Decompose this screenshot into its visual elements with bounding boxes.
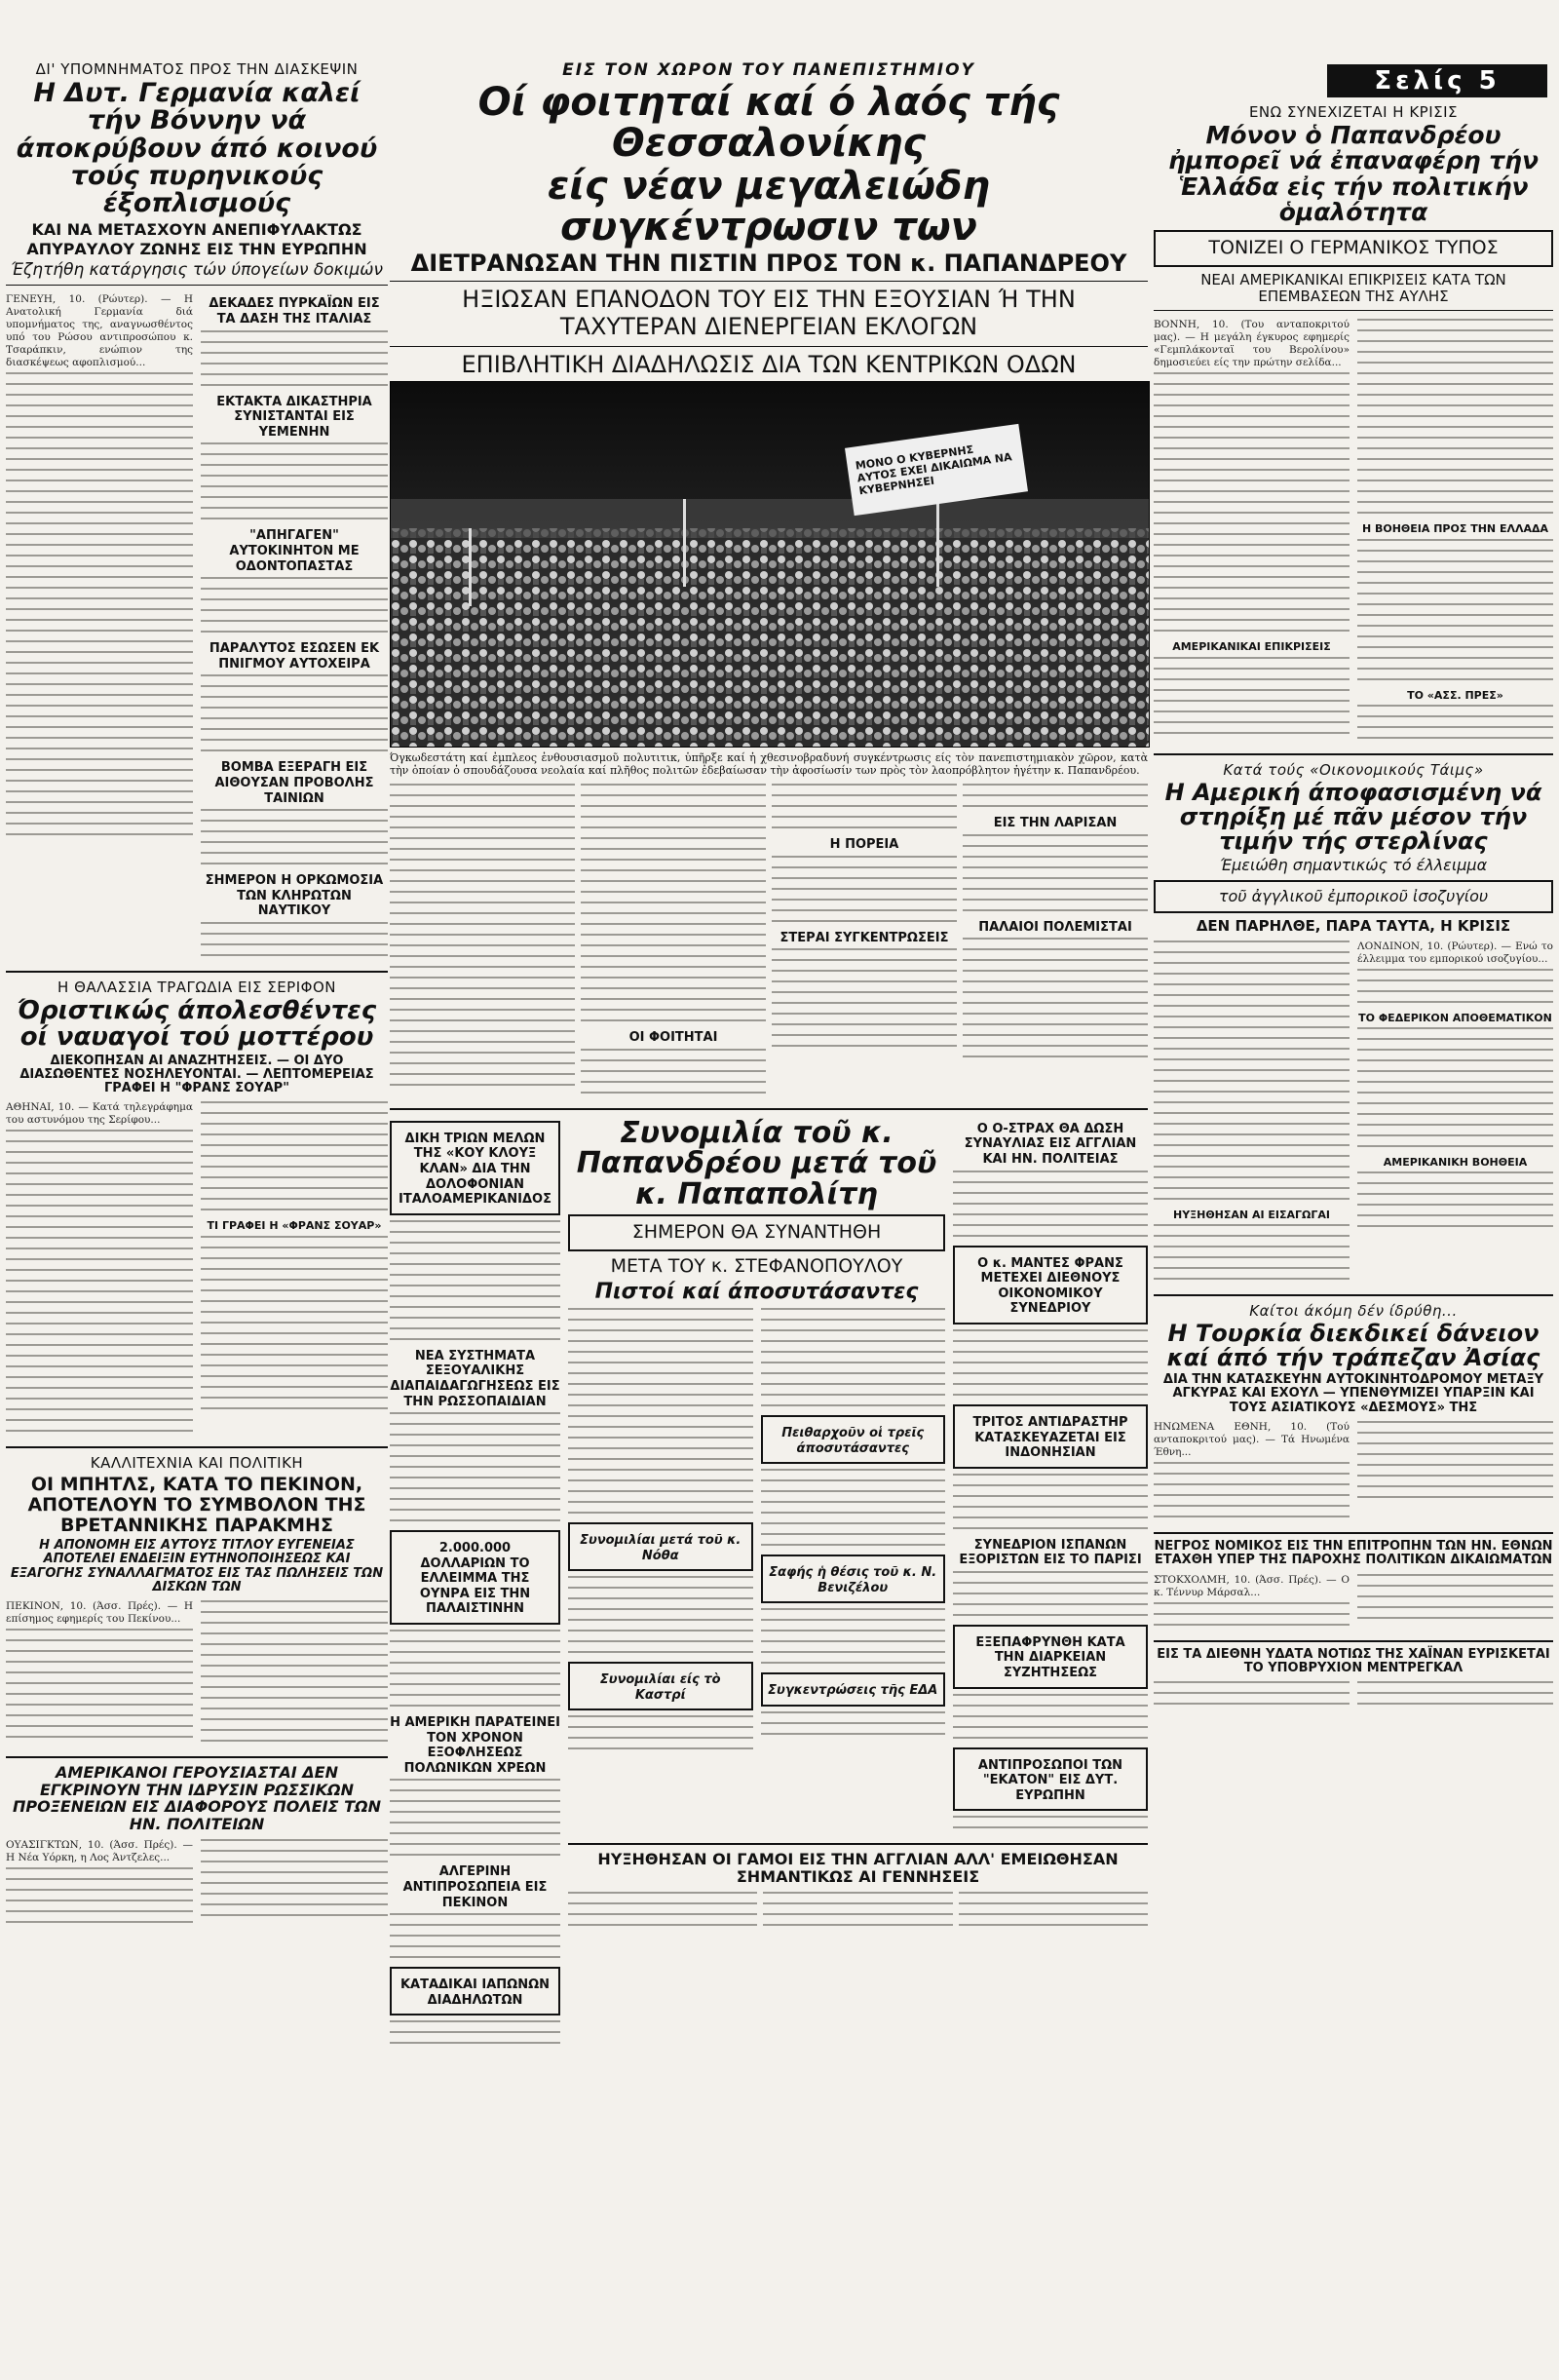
meet-box1: Πειθαρχοῦν οἱ τρεῖς άποσυτάσαντες — [781, 1426, 925, 1456]
meet-sub1: ΣΗΜΕΡΟΝ ΘΑ ΣΥΝΑΝΤΗΘΗ — [631, 1221, 882, 1244]
mid-title-4: ΠΑΛΑΙΟΙ ΠΟΛΕΜΙΣΤΑΙ — [978, 919, 1132, 935]
turk-lead: ΗΝΩΜΕΝΑ ΕΘΝΗ, 10. (Τού ανταποκριτού μας). — Τά Ηνωμένα Έθνη... — [1154, 1421, 1350, 1459]
right-inline1: Η ΒΟΗΘΕΙΑ ΠΡΟΣ ΤΗΝ ΕΛΛΑΔΑ — [1361, 522, 1549, 536]
brief5-title: ΒΟΜΒΑ ΕΞΕΡΑΓΗ ΕΙΣ ΑΙΘΟΥΣΑΝ ΠΡΟΒΟΛΗΣ ΤΑΙΝΙΩΝ — [214, 760, 374, 806]
arts-sub: Η ΑΠΟΝΟΜΗ ΕΙΣ ΑΥΤΟΥΣ ΤΙΤΛΟΥ ΕΥΓΕΝΕΙΑΣ ΑΠΟΤΕΛΕΙ ΕΝΔΕΙΞΙΝ ΕΥΤΗΝΟΠΟΙΗΣΕΩΣ ΚΑΙ ΕΞΑΓΟΓΗΣ ΣΥΝΑΛΛΑΓΜΑΤΟΣ ΕΙΣ ΤΑΣ ΠΩΛΗΣΕΙΣ ΤΩΝ ΔΙΣΚΩΝ ΤΩΝ — [10, 1538, 384, 1594]
mid-title-2: ΣΤΕΡΑΙ ΣΥΓΚΕΝΤΡΩΣΕΙΣ — [780, 930, 949, 945]
brief3-title: "ΑΠΗΓΑΓΕΝ" ΑΥΤΟΚΙΝΗΤΟΝ ΜΕ ΟΔΟΝΤΟΠΑΣΤΑΣ — [229, 528, 360, 574]
sea-sub: ΔΙΕΚΟΠΗΣΑΝ ΑΙ ΑΝΑΖΗΤΗΣΕΙΣ. — ΟΙ ΔΥΟ ΔΙΑΣΩΘΕΝΤΕΣ ΝΟΣΗΛΕΥΟΝΤΑΙ. — ΛΕΠΤΟΜΕΡΕΙΑΣ ΓΡΑΦΕΙ Η "ΦΡΑΝΣ ΣΟΥΑΡ" — [19, 1053, 374, 1096]
center-body — [390, 781, 1148, 1102]
brief6-title: ΣΗΜΕΡΟΝ Η ΟΡΚΩΜΟΣΙΑ ΤΩΝ ΚΛΗΡΩΤΩΝ ΝΑΥΤΙΚΟΥ — [205, 873, 384, 919]
right-inline2: ΑΜΕΡΙΚΑΝΙΚΑΙ ΕΠΙΚΡΙΣΕΙΣ — [1172, 640, 1331, 654]
page-number-badge: Σελίς 5 — [1327, 64, 1547, 97]
econ-kicker: Κατά τούς «Οικονομικούς Τάιμς» — [1223, 760, 1484, 779]
sea-headline: Όριστικώς άπολεσθέντες οί ναυαγοί τού μοττέρου — [17, 995, 377, 1053]
left-sub3: Έζητήθη κατάργησις τών ύπογείων δοκιμών — [11, 259, 383, 280]
r5-title: ΕΞΕΠΑΦΡΥΝΘΗ ΚΑΤΑ ΤΗΝ ΔΙΑΡΚΕΙΑΝ ΣΥΖΗΤΗΣΕΩΣ — [975, 1634, 1125, 1681]
meet-sub3: Πιστοί καί άποσυτάσαντες — [594, 1279, 919, 1304]
arts-kicker: ΚΑΛΛΙΤΕΧΝΙΑ ΚΑΙ ΠΟΛΙΤΙΚΗ — [90, 1454, 304, 1473]
amer-lead: ΟΥΑΣΙΓΚΤΩΝ, 10. (Άσσ. Πρές). — Η Νέα Υόρκη, η Λος Άντζελες... — [6, 1838, 193, 1863]
arts-lead: ΠΕΚΙΝΟΝ, 10. (Άσσ. Πρές). — Η επίσημος εφημερίς του Πεκίνου... — [6, 1600, 193, 1626]
econ-sub3: ΔΕΝ ΠΑΡΗΛΘΕ, ΠΑΡΑ ΤΑΥΤΑ, Η ΚΡΙΣΙΣ — [1196, 917, 1511, 936]
right-lead: ΒΟΝΝΗ, 10. (Του ανταποκριτού μας). — Η μεγάλη έγκυρος εφημερίς «Γεμπλάκονταϊ του Βερολίνου» δημοσιεύει είς την πρώτην σελίδα... — [1154, 319, 1350, 369]
left-lead: ΓΕΝΕΥΗ, 10. (Ρώυτερ). — Η Ανατολική Γερμανία διά υπομνήματος της, αναγνωσθέντος υπό του Ρώσου αντιπροσώπου κ. Τσαράπκιν, ενώπιον της διασκέψεως αφοπλισμού... — [6, 293, 193, 369]
meet-headline: Συνομιλία τοῦ κ. Παπανδρέου μετά τοῦ κ. Παπαπολίτη — [576, 1115, 937, 1211]
econ-sub2: τοῦ ἀγγλικοῦ ἐμπορικοῦ ἰσοζυγίου — [1218, 886, 1489, 905]
right-inline6: ΗΥΞΗΘΗΣΑΝ ΑΙ ΕΙΣΑΓΩΓΑΙ — [1173, 1208, 1330, 1221]
sea-inline: ΤΙ ΓΡΑΦΕΙ Η «ΦΡΑΝΣ ΣΟΥΑΡ» — [207, 1219, 382, 1233]
amer-headline: ΑΜΕΡΙΚΑΝΟΙ ΓΕΡΟΥΣΙΑΣΤΑΙ ΔΕΝ ΕΓΚΡΙΝΟΥΝ ΤΗΝ ΙΔΡΥΣΙΝ ΡΩΣΣΙΚΩΝ ΠΡΟΞΕΝΕΙΩΝ ΕΙΣ ΔΙΑΦΟΡΟΥΣ ΠΟΛΕΙΣ ΤΩΝ ΗΝ. ΠΟΛΙΤΕΙΩΝ — [13, 1763, 381, 1834]
mar-headline: ΗΥΞΗΘΗΣΑΝ ΟΙ ΓΑΜΟΙ ΕΙΣ ΤΗΝ ΑΓΓΛΙΑΝ ΑΛΛ' ΕΜΕΙΩΘΗΣΑΝ ΣΗΜΑΝΤΙΚΩΣ ΑΙ ΓΕΝΝΗΣΕΙΣ — [597, 1850, 1119, 1887]
meet-box3: Σαφής ἡ θέσις τοῦ κ. Ν. Βενιζέλου — [769, 1565, 937, 1595]
meet-sub2: ΜΕΤΑ ΤΟΥ κ. ΣΤΕΦΑΝΟΠΟΥΛΟΥ — [610, 1255, 903, 1278]
right-inline5: ΑΜΕΡΙΚΑΝΙΚΗ ΒΟΗΘΕΙΑ — [1383, 1155, 1528, 1169]
trial-title: ΔΙΚΗ ΤΡΙΩΝ ΜΕΛΩΝ ΤΗΣ «ΚΟΥ ΚΛΟΥΞ ΚΛΑΝ» ΔΙΑ ΤΗΝ ΔΟΛΟΦΟΝΙΑΝ ΙΤΑΛΟΑΜΕΡΙΚΑΝΙΔΟΣ — [399, 1131, 551, 1208]
dollar-title: 2.000.000 ΔΟΛΛΑΡΙΩΝ ΤΟ ΕΛΛΕΙΜΜΑ ΤΗΣ ΟΥΝΡΑ ΕΙΣ ΤΗΝ ΠΑΛΑΙΣΤΙΝΗΝ — [419, 1541, 531, 1617]
center-column — [390, 58, 1148, 2053]
mid-title-1: Η ΠΟΡΕΙΑ — [829, 837, 899, 853]
left-kicker: ΔΙ' ΥΠΟΜΝΗΜΑΤΟΣ ΠΡΟΣ ΤΗΝ ΔΙΑΣΚΕΨΙΝ — [35, 60, 359, 78]
mid-title-5: ΟΙ ΦΟΙΤΗΤΑΙ — [628, 1030, 718, 1046]
center-headline1: Οί φοιτηταί καί ό λαός τής Θεσσαλονίκης — [477, 80, 1060, 166]
left-column — [6, 58, 388, 1932]
negro-headline: ΝΕΓΡΟΣ ΝΟΜΙΚΟΣ ΕΙΣ ΤΗΝ ΕΠΙΤΡΟΠΗΝ ΤΩΝ ΗΝ. ΕΘΝΩΝ ΕΤΑΧΘΗ ΥΠΕΡ ΤΗΣ ΠΑΡΟΧΗΣ ΠΟΛΙΤΙΚΩΝ ΔΙΚΑΙΩΜΑΤΩΝ — [1154, 1539, 1553, 1568]
left-sub2: ΑΠΥΡΑΥΛΟΥ ΖΩΝΗΣ ΕΙΣ ΤΗΝ ΕΥΡΩΠΗΝ — [26, 240, 367, 259]
turk-kicker: Καίτοι άκόμη δέν ίδρύθη... — [1249, 1301, 1458, 1320]
crowd-illustration — [391, 382, 1149, 747]
text-lines — [6, 372, 193, 835]
center-kicker: ΕΙΣ ΤΟΝ ΧΩΡΟΝ ΤΟΥ ΠΑΝΕΠΙΣΤΗΜΙΟΥ — [562, 60, 975, 80]
center-sub3: ΕΠΙΒΛΗΤΙΚΗ ΔΙΑΔΗΛΩΣΙΣ ΔΙΑ ΤΩΝ ΚΕΝΤΡΙΚΩΝ ΟΔΩΝ — [461, 350, 1077, 378]
brief2-title: ΕΚΤΑΚΤΑ ΔΙΚΑΣΤΗΡΙΑ ΣΥΝΙΣΤΑΝΤΑΙ ΕΙΣ ΥΕΜΕΝΗΝ — [216, 394, 372, 440]
r1-title: Ο Ο-ΣΤΡΑΧ ΘΑ ΔΩΣΗ ΣΥΝΑΥΛΙΑΣ ΕΙΣ ΑΓΓΛΙΑΝ ΚΑΙ ΗΝ. ΠΟΛΙΤΕΙΑΣ — [964, 1121, 1137, 1167]
brief1-title: ΔΕΚΑΔΕΣ ΠΥΡΚΑΪΩΝ ΕΙΣ ΤΑ ΔΑΣΗ ΤΗΣ ΙΤΑΛΙΑΣ — [209, 296, 380, 327]
meet-box5: Συγκεντρώσεις τῆς ΕΔΑ — [768, 1683, 938, 1699]
meet-box4: Συνομιλίαι είς τὸ Καστρί — [599, 1672, 721, 1703]
left-headline: Η Δυτ. Γερμανία καλεί τήν Βόννην νά άποκρύβουν άπό κοινού τούς πυρηνικούς έξοπλισμούς — [16, 78, 378, 219]
right-column — [1154, 101, 1553, 1713]
poland-title: Η ΑΜΕΡΙΚΗ ΠΑΡΑΤΕΙΝΕΙ ΤΟΝ ΧΡΟΝΟΝ ΕΞΟΦΛΗΣΕΩΣ ΠΟΛΩΝΙΚΩΝ ΧΡΕΩΝ — [390, 1715, 560, 1776]
jap-title: ΚΑΤΑΔΙΚΑΙ ΙΑΠΩΝΩΝ ΔΙΑΔΗΛΩΤΩΝ — [399, 1977, 551, 2008]
right-kicker: ΕΝΩ ΣΥΝΕΧΙΖΕΤΑΙ Η ΚΡΙΣΙΣ — [1248, 103, 1459, 121]
sea-lead: ΑΘΗΝΑΙ, 10. — Κατά τηλεγράφημα του αστυνόμου της Σερίφου... — [6, 1101, 193, 1127]
sub-headline: ΕΙΣ ΤΑ ΔΙΕΘΝΗ ΥΔΑΤΑ ΝΟΤΙΩΣ ΤΗΣ ΧΑΪΝΑΝ ΕΥΡΙΣΚΕΤΑΙ ΤΟ ΥΠΟΒΡΥΧΙΟΝ ΜΕΝΤΡΕΓΚΑΛ — [1157, 1646, 1550, 1675]
econ-headline: Η Αμερική άποφασισμένη νά στηρίξη μέ πᾶν μέσον τήν τιμήν τής στερλίνας — [1164, 778, 1542, 856]
turk-headline: Η Τουρκία διεκδικεί δάνειον καί άπό τήν τράπεζαν Ἀσίας — [1166, 1319, 1540, 1371]
negro-lead: ΣΤΟΚΧΟΛΜΗ, 10. (Άσσ. Πρές). — Ο κ. Τέννυρ Μάρσαλ... — [1154, 1573, 1350, 1598]
center-headline2: είς νέαν μεγαλειώδη συγκέντρωσιν των — [548, 164, 990, 250]
alg-title: ΑΛΓΕΡΙΝΗ ΑΝΤΙΠΡΟΣΩΠΕΙΑ ΕΙΣ ΠΕΚΙΝΟΝ — [402, 1864, 548, 1910]
center-sub2: ΗΞΙΩΣΑΝ ΕΠΑΝΟΔΟΝ ΤΟΥ ΕΙΣ ΤΗΝ ΕΞΟΥΣΙΑΝ Ή ΤΗΝ ΤΑΧΥΤΕΡΑΝ ΔΙΕΝΕΡΓΕΙΑΝ ΕΚΛΟΓΩΝ — [462, 286, 1076, 340]
right-inline4: ΤΟ ΦΕΔΕΡΙΚΟΝ ΑΠΟΘΕΜΑΤΙΚΟΝ — [1358, 1011, 1552, 1024]
crowd-photo — [390, 381, 1150, 748]
photo-caption: Όγκωδεστάτη καί ἐμπλεος ἐνθουσιασμοῦ πολυτιτικ, ὑπῆρξε καί ἡ χθεσινοβραδυνή συγκέντρωσις είς τὸν πανεπιστημιακὸν χῶρον, κατὰ τὴν ὁποίαν ὁ σπουδάζουσα νεολαία καί πλῆθος πολιτῶν ἐδεβαίωσαν τὴν ἀφοσίωσίν των πρὸς τὸν λαοπρόβλητον ἡγέτην κ. Παπανδρέου. — [390, 751, 1148, 778]
right-inline3: ΤΟ «ΑΣΣ. ΠΡΕΣ» — [1407, 688, 1503, 702]
r3-title: ΤΡΙΤΟΣ ΑΝΤΙΔΡΑΣΤΗΡ ΚΑΤΑΣΚΕΥΑΖΕΤΑΙ ΕΙΣ ΙΝΔΟΝΗΣΙΑΝ — [972, 1414, 1128, 1461]
right-sub1: ΤΟΝΙΖΕΙ Ο ΓΕΡΜΑΝΙΚΟΣ ΤΥΠΟΣ — [1208, 237, 1499, 258]
meet-box2: Συνομιλίαι μετά τοῦ κ. Νόθα — [580, 1533, 741, 1563]
r2-title: Ο κ. ΜΑΝΤΕΣ ΦΡΑΝΣ ΜΕΤΕΧΕΙ ΔΙΕΘΝΟΥΣ ΟΙΚΟΝΟΜΙΚΟΥ ΣΥΝΕΔΡΙΟΥ — [977, 1255, 1123, 1317]
brief4-title: ΠΑΡΑΛΥΤΟΣ ΕΣΩΣΕΝ ΕΚ ΠΝΙΓΜΟΥ ΑΥΤΟΧΕΙΡΑ — [209, 641, 380, 672]
right-sub2: ΝΕΑΙ ΑΜΕΡΙΚΑΝΙΚΑΙ ΕΠΙΚΡΙΣΕΙΣ ΚΑΤΑ ΤΩΝ ΕΠΕΜΒΑΣΕΩΝ ΤΗΣ ΑΥΛΗΣ — [1200, 270, 1506, 306]
right-headline: Μόνον ὁ Παπανδρέου ἠμπορεῖ νά ἐπαναφέρη τήν Ἑλλάδα εἰς τήν πολιτικήν ὁμαλότητα — [1167, 121, 1540, 226]
banner-sign: ΜΟΝΟ Ο ΚΥΒΕΡΝΗΣ ΑΥΤΟΣ ΕΧΕΙ ΔΙΚΑΙΩΜΑ ΝΑ ΚΥΒΕΡΝΗΣΕΙ — [855, 442, 1013, 498]
econ-sub1: Έμειώθη σημαντικώς τό έλλειμμα — [1219, 856, 1488, 875]
left-grid — [6, 290, 388, 965]
center-lower — [390, 1116, 1148, 2054]
left-sub1: ΚΑΙ ΝΑ ΜΕΤΑΣΧΟΥΝ ΑΝΕΠΙΦΥΛΑΚΤΩΣ — [31, 219, 362, 239]
mid-title-3: ΕΙΣ ΤΗΝ ΛΑΡΙΣΑΝ — [993, 816, 1118, 831]
econ-lead: ΛΟΝΔΙΝΟΝ, 10. (Ρώυτερ). — Ενώ το έλλειμμα του εμπορικού ισοζυγίου... — [1357, 940, 1553, 965]
sys-title: ΝΕΑ ΣΥΣΤΗΜΑΤΑ ΣΕΞΟΥΑΛΙΚΗΣ ΔΙΑΠΑΙΔΑΓΩΓΗΣΕΩΣ ΕΙΣ ΤΗΝ ΡΩΣΣΟΠΑΙΔΙΑΝ — [390, 1348, 560, 1409]
r6-title: ΑΝΤΙΠΡΟΣΩΠΟΙ ΤΩΝ "ΕΚΑΤΟΝ" ΕΙΣ ΔΥΤ. ΕΥΡΩΠΗΝ — [977, 1757, 1123, 1803]
center-sub1: ΔΙΕΤΡΑΝΩΣΑΝ ΤΗΝ ΠΙΣΤΙΝ ΠΡΟΣ ΤΟΝ κ. ΠΑΠΑΝΔΡΕΟΥ — [410, 250, 1127, 277]
turk-sub: ΔΙΑ ΤΗΝ ΚΑΤΑΣΚΕΥΗΝ ΑΥΤΟΚΙΝΗΤΟΔΡΟΜΟΥ ΜΕΤΑΞΥ ΑΓΚΥΡΑΣ ΚΑΙ ΕΧΟΥΛ — ΥΠΕΝΘΥΜΙΖΕΙ ΥΠΑΡΞΙΝ ΚΑΙ ΤΟΥΣ ΑΣΙΑΤΙΚΟΥΣ «ΔΕΣΜΟΥΣ» ΤΗΣ — [1162, 1372, 1544, 1415]
r4-title: ΣΥΝΕΔΡΙΟΝ ΙΣΠΑΝΩΝ ΕΞΟΡΙΣΤΩΝ ΕΙΣ ΤΟ ΠΑΡΙΣΙ — [959, 1537, 1142, 1568]
sea-kicker: Η ΘΑΛΑΣΣΙΑ ΤΡΑΓΩΔΙΑ ΕΙΣ ΣΕΡΙΦΟΝ — [57, 978, 336, 996]
arts-headline: ΟΙ ΜΠΗΤΛΣ, ΚΑΤΑ ΤΟ ΠΕΚΙΝΟΝ, ΑΠΟΤΕΛΟΥΝ ΤΟ ΣΥΜΒΟΛΟΝ ΤΗΣ ΒΡΕΤΑΝΝΙΚΗΣ ΠΑΡΑΚΜΗΣ — [27, 1474, 366, 1537]
